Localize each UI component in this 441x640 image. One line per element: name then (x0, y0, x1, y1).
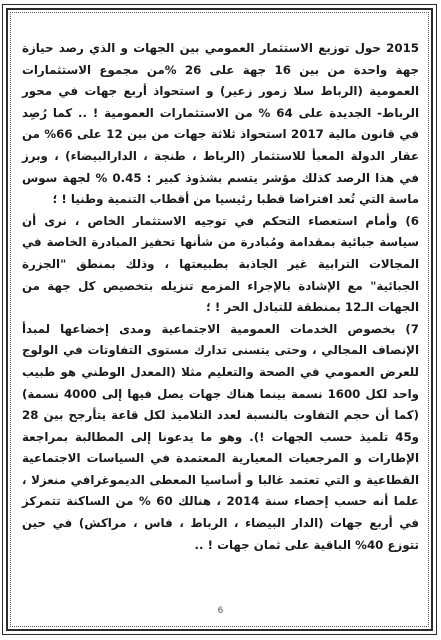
document-body (22, 38, 419, 556)
paragraph-6: 6) وأمام استعصاء التحكم في توجيه الاستثمار الخاص ، نرى أن سياسة جبائية بمقدامة ومُبادرة من شأنها تحفيز المبادرة الخاصة في المجالات الترابية غير الجاذبة بطبيعتها ، وذلك بمنطق "الجزرة الجبائية" مع الإشادة بالإجراء المزمع تنزيله بتخصيص كل جهة من الجهات الـ12 بمنطقة للتبادل الحر ! ؛ (22, 213, 419, 315)
paragraph-1: 2015 حول توزيع الاستثمار العمومي بين الجهات و الذي رصد حيازة جهة واحدة من بين 16 جهة على 26 %من مجموع الاستثمارات العمومية (الرباط سلا زمور زعير) و استحواذ أربع جهات في محور الرباط- الجديدة على 64 % من الاستثمارات العمومية ! .. كما رُصِد في قانون مالية 2017 استحواذ ثلاثة جهات من بين 12 على 66% من عقار الدولة المعبأ للاستثمار (الرباط ، طنجة ، الدارالبيضاء) ، وبرز في هذا الرصد كذلك مؤشر يتسم بشذوذ كبير : 0.45 % لجهة سوس ماسة التي تُعد افتراضا قطبا رئيسيا من أقطاب التنمية وطنيا ! ؛ (22, 41, 419, 207)
paragraph-7: 7) بخصوص الخدمات العمومية الاجتماعية ومدى إخضاعها لمبدأ الإنصاف المجالي ، وحتى يتسنى تدارك مستوى التفاوتات في الولوج للعرض العمومي في الصحة والتعليم مثلا (المعدل الوطني هو طبيب واحد لكل 1600 نسمة بينما هناك جهات يصل فيها إلى 4000 نسمة) (كما أن حجم التفاوت بالنسبة لعدد التلاميذ لكل قاعة يتأرجح بين 28 و45 تلميذ حسب الجهات !). وهو ما يدعونا إلى المطالبة بمراجعة الإطارات و المرجعيات المعيارية المعتمدة في السياسات الاجتماعية القطاعية و التي تعتمد غالبا و أساسيا المعطى الديموغرافي منعزلا ، علما أنه حسب إحصاء سنة 2014 ، هنالك 60 % من الساكنة تتمركز في أربع جهات (الدار البيضاء ، الرباط ، فاس ، مراكش) في حين تتوزع 40% الباقية على ثمان جهات ! .. (22, 321, 419, 552)
page-number: 6 (217, 606, 224, 616)
